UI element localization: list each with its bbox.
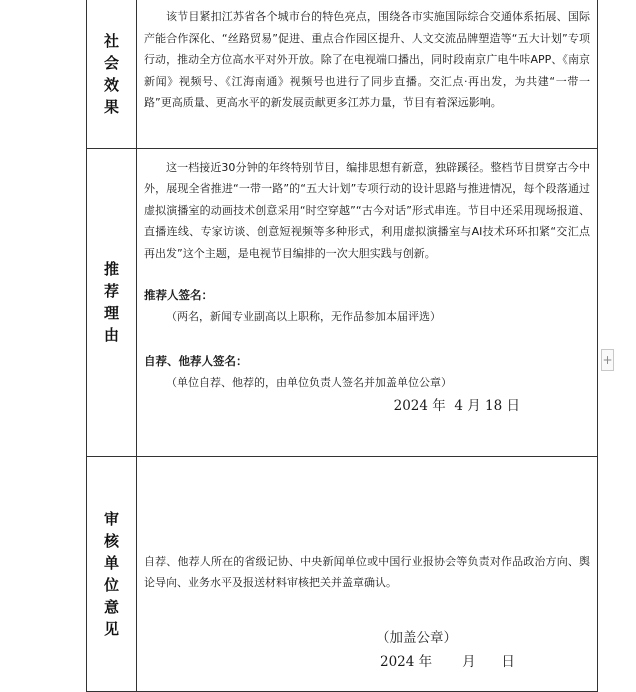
self-recommender-signature-title: 自荐、他荐人签名： — [144, 354, 248, 368]
form-table — [86, 0, 598, 692]
social-effect-label: 社会效果 — [103, 31, 119, 116]
social-effect-content-cell — [137, 0, 598, 148]
recommender-signature-title: 推荐人签名： — [144, 288, 213, 302]
review-row — [87, 456, 598, 692]
recommendation-date: 2024 年 4 月 18 日 — [393, 398, 520, 414]
review-seal-note: （加盖公章） — [376, 629, 457, 646]
recommendation-text: 这一档接近30分钟的年终特别节目，编排思想有新意，独辟蹊径。整档节目贯穿古今中外，展现全省推进“一带一路”的“五大计划”专项行动的设计思路与推进情况，每个段落通过虚拟演播室的动画技术创意采用“时空穿越”“古今对话”形式串连。节目中还采用现场报道、直播连线、专家访谈、创意短视频等多种形式，利用虚拟演播室与AI技术环环扣紧“交汇点 再出发”这个主题，是电视节目编排的一次大胆实践与创新。 — [144, 160, 590, 260]
review-content-cell — [137, 456, 598, 692]
self-recommender-signature-note: （单位自荐、他荐的，由单位负责人签名并加盖单位公章） — [166, 376, 452, 389]
social-effect-row — [87, 0, 598, 148]
recommendation-row — [87, 148, 598, 456]
recommendation-label-cell — [87, 148, 137, 456]
social-effect-text: 该节目紧扣江苏省各个城市台的特色亮点，围绕各市实施国际综合交通体系拓展、国际产能合作深化、“丝路贸易”促进、重点合作园区提升、人文交流品牌塑造等“五大计划”专项行动，推动全方位高水平对外开放。除了在电视端口播出，同时段南京广电牛咔APP、《南京新闻》视频号、《江海南通》视频号也进行了同步直播。交汇点·再出发，为共建“一带一路”更高质量、更高水平的新发展贡献更多江苏力量，节目有着深远影响。 — [144, 10, 590, 109]
recommendation-content-cell — [137, 148, 598, 456]
recommender-signature-note: （两名，新闻专业副高以上职称，无作品参加本届评选） — [166, 310, 441, 323]
review-label: 审核单位意见 — [103, 509, 119, 638]
recommendation-label: 推荐理由 — [103, 260, 119, 344]
expand-handle[interactable]: + — [601, 349, 614, 371]
review-date: 2024 年 月 日 — [380, 653, 515, 670]
social-effect-label-cell — [87, 0, 137, 148]
review-label-cell — [87, 456, 137, 692]
review-text: 自荐、他荐人所在的省级记协、中央新闻单位或中国行业报协会等负责对作品政治方向、舆论导向、业务水平及报送材料审核把关并盖章确认。 — [144, 554, 590, 589]
